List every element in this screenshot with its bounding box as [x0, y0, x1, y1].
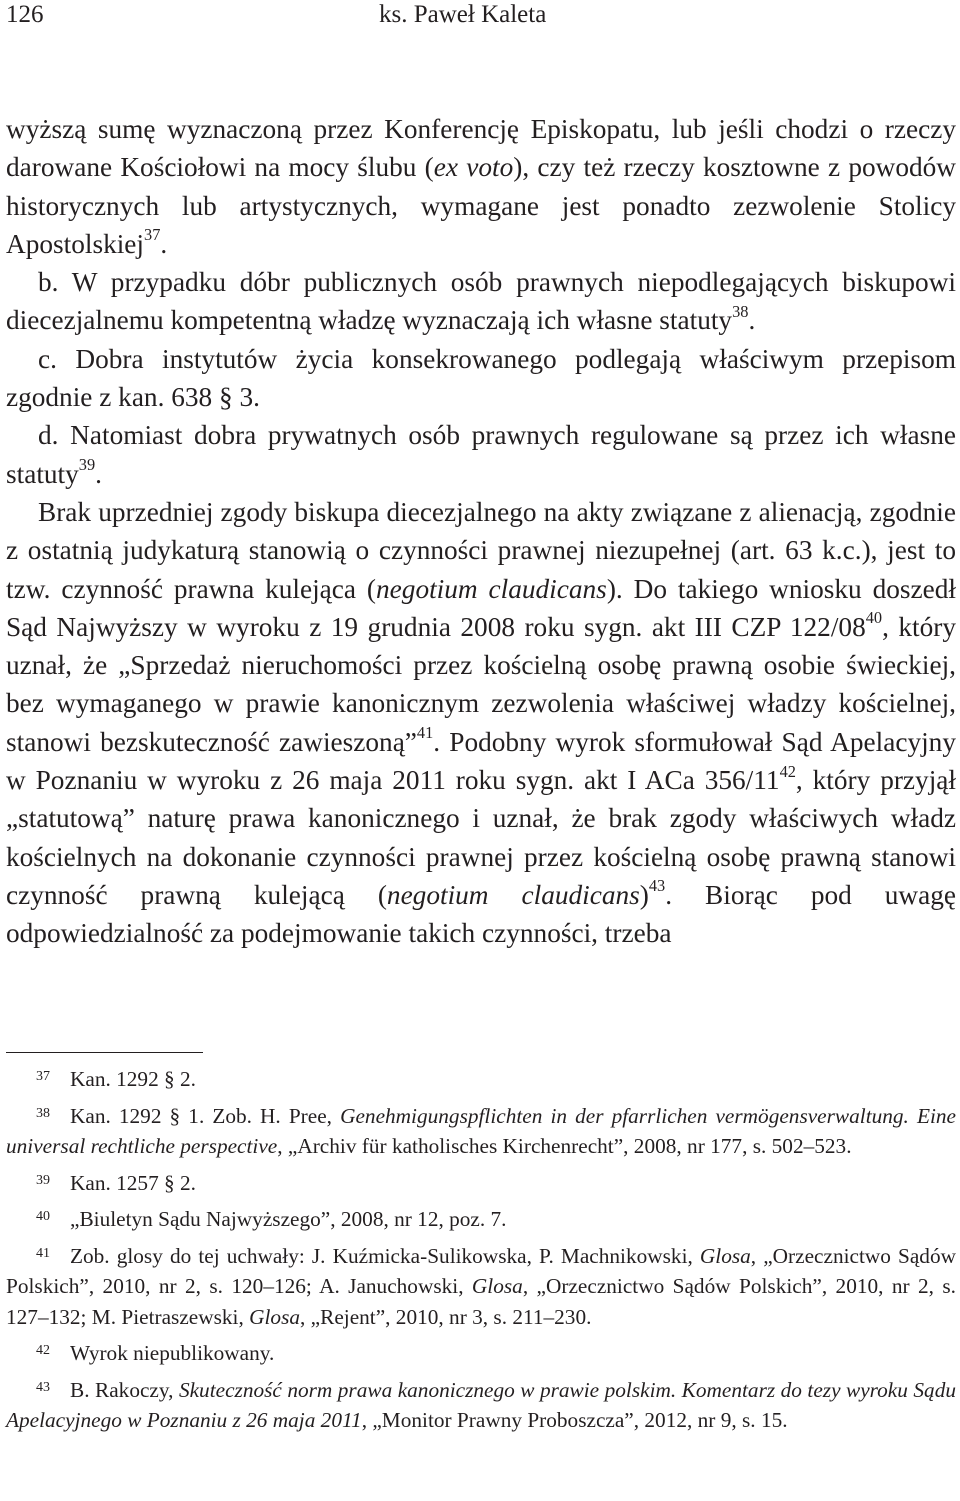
footnotes [6, 1062, 956, 1440]
footnote-number: 38 [36, 1105, 50, 1121]
footnote-ref: 42 [779, 761, 796, 781]
paragraph: d. Natomiast dobra prywatnych osób prawnych regulowane są przez ich własne statuty$^{39}$. [6, 420, 956, 489]
page-number: 126 [6, 1, 44, 28]
paragraph: wyższą sumę wyznaczoną przez Konferencję Episkopatu, lub jeśli chodzi o rzeczy darowane Kościołowi na mocy ślubu (ex voto), czy też rzeczy kosztowne z powodów historycznych lub artystycznych, wymagane jest ponadto zezwolenie Stolicy Apostolskiej$^{37}$. [6, 114, 956, 259]
footnote: 43 B. Rakoczy, Skuteczność norm prawa kanonicznego w prawie polskim. Komentarz do tezy wyroku Sądu Apelacyjnego w Poznaniu z 26 maja 2011, „Monitor Prawny Proboszcza”, 2012, nr 9, s. 15. [6, 1373, 956, 1436]
footnote: 40 „Biuletyn Sądu Najwyższego”, 2008, nr 12, poz. 7. [6, 1202, 956, 1235]
footnote: 39 Kan. 1257 § 2. [6, 1166, 956, 1199]
footnote-separator [6, 1052, 203, 1053]
paragraph: Brak uprzedniej zgody biskupa diecezjalnego na akty związane z alienacją, zgodnie z ostatnią judykaturą stanowią o czynności prawnej niezupełnej (art. 63 k.c.), jest to tzw. czynność prawna kulejąca (negotium claudicans). Do takiego wniosku doszedł Sąd Najwyższy w wyroku z 19 grudnia 2008 roku sygn. akt III CZP $122/08^{40}$, który uznał, że „Sprzedaż nieruchomości przez kościelną osobę prawną osobie świeckiej, bez wymaganego w prawie kanonicznym zezwolenia właściwej władzy kościelnej, stanowi bezskuteczność zawieszoną”$^{41}$. Podobny wyrok sformułował Sąd Apelacyjny w Poznaniu w wyroku z 26 maja 2011 roku sygn. akt I ACa $356/11^{42}$, który przyjął „statutową” naturę prawa kanonicznego i uznał, że brak zgody właściwych władz kościelnych na dokonanie czynności prawnej przez kościelną osobę prawną stanowi czynność prawną kulejącą (negotium claudicans)$^{43}$. Biorąc pod uwagę odpowiedzialność za podejmowanie takich czynności, trzeba [6, 496, 957, 949]
footnote-number: 40 [36, 1209, 50, 1224]
footnote-number: 41 [36, 1245, 50, 1261]
footnote-number: 39 [36, 1172, 50, 1188]
footnote-ref: 43 [648, 876, 666, 896]
footnote-ref: 38 [732, 301, 749, 321]
footnote-ref: 40 [865, 608, 883, 628]
page-header [6, 0, 954, 30]
paragraph: b. W przypadku dóbr publicznych osób prawnych niepodlegających biskupowi diecezjalnemu kompetentną władzę wyznaczają ich własne statuty$^{38}$. [6, 267, 956, 336]
main-text [6, 110, 956, 953]
footnote: 41 Zob. glosy do tej uchwały: J. Kuźmicka-Sulikowska, P. Machnikowski, Glosa, „Orzecznictwo Sądów Polskich”, 2010, nr 2, s. 120–126; A. Januchowski, Glosa, „Orzecznictwo Sądów Polskich”, 2010, nr 2, s. 127–132; M. Pietraszewski, Glosa, „Rejent”, 2010, nr 3, s. 211–230. [6, 1239, 956, 1333]
footnote: 42 Wyrok niepublikowany. [6, 1336, 956, 1369]
paragraph: c. Dobra instytutów życia konsekrowanego podlegają właściwym przepisom zgodnie z kan. 638 § 3. [6, 343, 956, 413]
footnote-number: 42 [36, 1343, 50, 1358]
footnote: 37 Kan. 1292 § 2. [6, 1062, 956, 1095]
footnote: 38 Kan. 1292 § 1. Zob. H. Pree, Genehmigungspflichten in der pfarrlichen vermögensverwaltung. Eine universal rechtliche perspective, „Archiv für katholisches Kirchenrecht”, 2008, nr 177, s. 502–523. [6, 1099, 956, 1162]
footnote-number: 37 [36, 1069, 50, 1084]
footnote-number: 43 [36, 1379, 50, 1395]
footnote-ref: 41 [416, 723, 434, 743]
footnote-ref: 37 [144, 225, 161, 245]
running-head: ks. Paweł Kaleta [379, 1, 547, 28]
footnote-ref: 39 [78, 455, 96, 475]
